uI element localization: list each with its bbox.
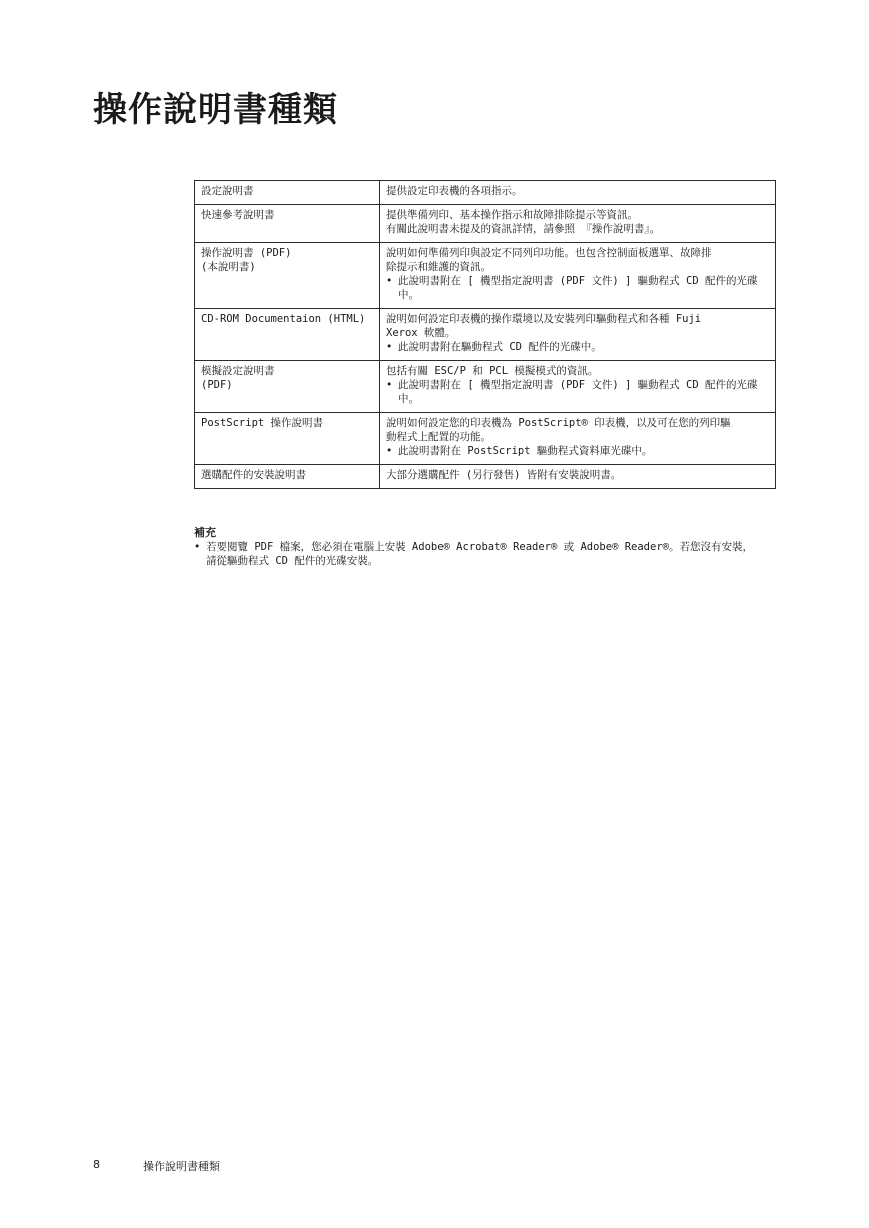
- description-line: 大部分選購配件 (另行發售) 皆附有安裝說明書。: [386, 469, 622, 481]
- description-bullet: [386, 340, 769, 354]
- bullet-icon: •: [386, 341, 393, 353]
- manual-name-line: 設定說明書: [201, 185, 254, 197]
- bullet-line: 此說明書附在 [ 機型指定說明書 (PDF 文件) ] 驅動程式 CD 配件的光碟: [398, 379, 758, 391]
- description-line: 有關此說明書未提及的資訊詳情，請參照 『操作說明書』。: [386, 223, 661, 235]
- manual-name-cell: [195, 243, 380, 309]
- manual-name-line: 選購配件的安裝說明書: [201, 469, 306, 481]
- manual-name-line: 操作說明書 (PDF): [201, 247, 292, 259]
- description-line: 提供準備列印、基本操作指示和故障排除提示等資訊。: [386, 209, 638, 221]
- bullet-icon: •: [194, 541, 201, 553]
- bullet-icon: •: [386, 445, 393, 457]
- manual-description-cell: [380, 413, 776, 465]
- manual-description-cell: [380, 465, 776, 489]
- description-line: 提供設定印表機的各項指示。: [386, 185, 523, 197]
- manual-description-cell: [380, 243, 776, 309]
- description-line: 說明如何準備列印與設定不同列印功能。也包含控制面板選單、故障排: [386, 247, 712, 259]
- note-text: [206, 540, 753, 568]
- bullet-line: 中。: [398, 289, 419, 301]
- note-title: 補充: [194, 526, 216, 539]
- manual-name-line: CD-ROM Documentaion (HTML): [201, 313, 366, 325]
- manual-description-cell: [380, 181, 776, 205]
- bullet-icon: •: [386, 275, 393, 287]
- table-row: [195, 243, 776, 309]
- bullet-text: [398, 378, 757, 406]
- description-bullet: [386, 274, 769, 302]
- bullet-icon: •: [386, 379, 393, 391]
- description-line: 說明如何設定您的印表機為 PostScript® 印表機，以及可在您的列印驅: [386, 417, 731, 429]
- description-bullet: [386, 444, 769, 458]
- table-row: [195, 465, 776, 489]
- manual-name-cell: [195, 465, 380, 489]
- table-row: [195, 361, 776, 413]
- manual-description-cell: [380, 205, 776, 243]
- description-line: 除提示和維護的資訊。: [386, 261, 491, 273]
- description-line: 包括有關 ESC/P 和 PCL 模擬模式的資訊。: [386, 365, 599, 377]
- bullet-text: [398, 444, 652, 458]
- bullet-line: 此說明書附在 PostScript 驅動程式資料庫光碟中。: [398, 445, 653, 457]
- manual-name-line: (PDF): [201, 379, 233, 391]
- note-line: 請從驅動程式 CD 配件的光碟安裝。: [206, 555, 379, 567]
- note-line: 若要閱覽 PDF 檔案，您必須在電腦上安裝 Adobe® Acrobat® Reader® 或 Adobe® Reader®。若您沒有安裝，: [206, 541, 753, 553]
- description-line: Xerox 軟體。: [386, 327, 456, 339]
- description-bullet: [386, 378, 769, 406]
- manual-name-cell: [195, 205, 380, 243]
- description-line: 動程式上配置的功能。: [386, 431, 491, 443]
- bullet-text: [398, 340, 602, 354]
- manual-name-line: 模擬設定說明書: [201, 365, 275, 377]
- description-line: 說明如何設定印表機的操作環境以及安裝列印驅動程式和各種 Fuji: [386, 313, 702, 325]
- bullet-line: 此說明書附在 [ 機型指定說明書 (PDF 文件) ] 驅動程式 CD 配件的光碟: [398, 275, 758, 287]
- manual-name-cell: [195, 413, 380, 465]
- page-title: 操作說明書種類: [93, 90, 338, 130]
- table-row: [195, 205, 776, 243]
- manual-types-table: [194, 180, 776, 489]
- table-row: [195, 413, 776, 465]
- table-row: [195, 181, 776, 205]
- footer-section-title: 操作說明書種類: [143, 1160, 220, 1173]
- manual-name-line: (本說明書): [201, 261, 256, 273]
- manual-name-cell: [195, 181, 380, 205]
- manual-description-cell: [380, 309, 776, 361]
- manual-name-line: PostScript 操作說明書: [201, 417, 324, 429]
- table-row: [195, 309, 776, 361]
- manual-name-cell: [195, 361, 380, 413]
- bullet-line: 中。: [398, 393, 419, 405]
- note-bullet-item: [194, 540, 784, 568]
- supplement-note: [194, 526, 784, 568]
- bullet-line: 此說明書附在驅動程式 CD 配件的光碟中。: [398, 341, 602, 353]
- manual-name-cell: [195, 309, 380, 361]
- bullet-text: [398, 274, 757, 302]
- page-number: 8: [93, 1158, 100, 1171]
- manual-description-cell: [380, 361, 776, 413]
- manual-name-line: 快速參考說明書: [201, 209, 275, 221]
